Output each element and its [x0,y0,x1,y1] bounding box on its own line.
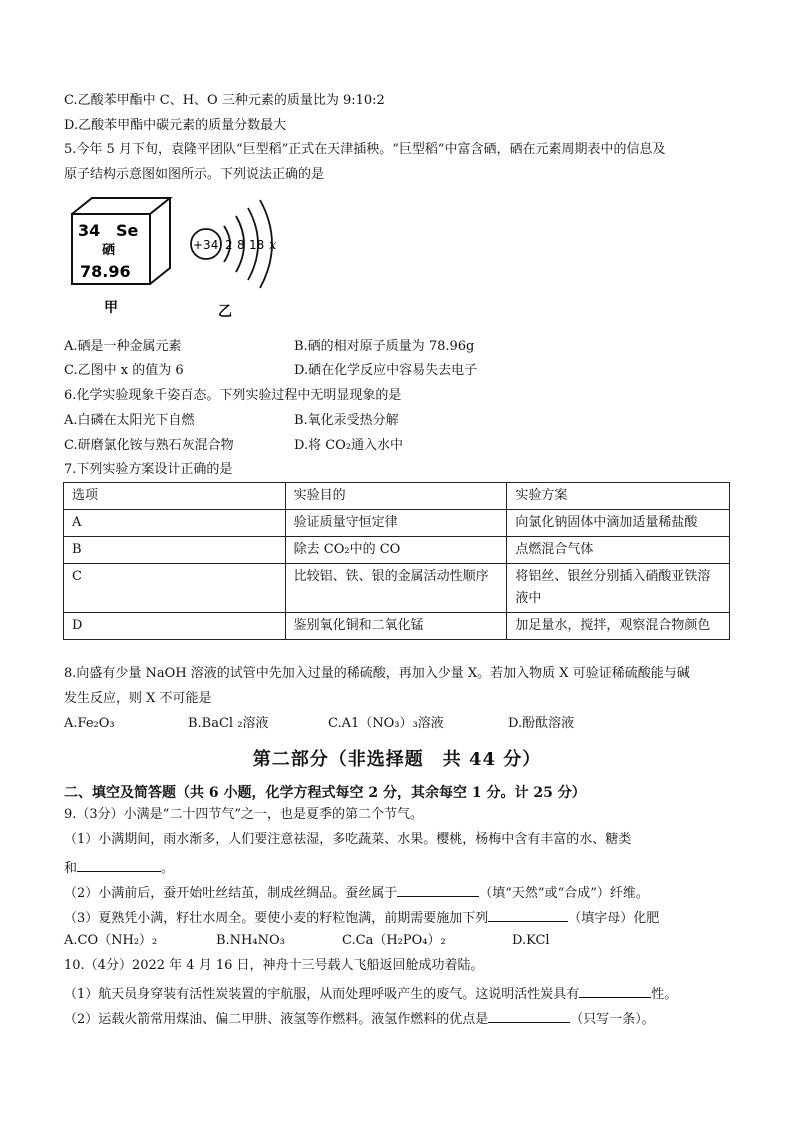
q5-option-a: A.硒是一种金属元素 [64,339,182,354]
q8-option-c: C.A1（NO₃）₃溶液 [328,716,444,731]
q9-part2-suffix: （填“天然”或“合成”）纤维。 [479,886,649,901]
q10-part2-text: （2）运载火箭常用煤油、偏二甲肼、液氢等作燃料。液氢作燃料的优点是 [64,1012,489,1027]
q10-stem: 10.（4分）2022 年 4 月 16 日，神舟十三号载人飞船返回舱成功着陆。 [64,958,484,973]
answer-blank[interactable] [579,983,651,998]
shell-count-1: 2 [225,238,233,252]
q6-option-d: D.将 CO₂通入水中 [294,438,404,453]
q9-option-a: A.CO（NH₂）₂ [64,933,158,948]
element-symbol: Se [116,221,139,240]
table-header-cell: 实验目的 [285,483,507,510]
table-cell: A [64,510,286,537]
answer-blank[interactable] [77,857,161,872]
q9-part2 [64,882,649,903]
table-row [64,564,730,613]
q6-option-a: A.白磷在太阳光下自燃 [64,413,195,428]
q9-option-b: B.NH₄NO₃ [216,933,285,948]
q9-part1-continued [64,857,174,878]
q9-part1-text: （1）小满期间，雨水渐多，人们要注意祛湿，多吃蔬菜、水果。樱桃，杨梅中含有丰富的水、糖类 [64,832,632,847]
q5-figure [66,192,296,322]
table-header-cell: 选项 [64,483,286,510]
q4-option-d: D.乙酸苯甲酯中碳元素的质量分数最大 [64,118,287,133]
q9-part1-suffix: 。 [161,861,175,876]
q9-part3-text: （3）夏熟凭小满，籽壮水周全。要使小麦的籽粒饱满，前期需要施加下列 [64,911,489,926]
table-row [64,510,730,537]
table-header-row [64,483,730,510]
table-row [64,537,730,564]
q10-part1 [64,983,677,1004]
part-two-title: 第二部分（非选择题 共 44 分） [252,749,542,770]
answer-blank[interactable] [397,882,479,897]
q5-option-b: B.硒的相对原子质量为 78.96g [294,339,475,354]
q10-part1-suffix: 性。 [651,987,678,1002]
q5-option-c: C.乙图中 x 的值为 6 [64,363,184,378]
q6-stem: 6.化学实验现象千姿百态。下列实验过程中无明显现象的是 [64,388,402,403]
table-cell: 向氯化钠固体中滴加适量稀盐酸 [507,510,730,537]
q9-part3 [64,907,659,928]
table-cell: 点燃混合气体 [507,537,730,564]
q6-option-c: C.研磨氯化铵与熟石灰混合物 [64,438,234,453]
q8-option-d: D.酚酞溶液 [508,716,575,731]
table-cell: 将铝丝、银丝分别插入硝酸亚铁溶液中 [507,564,730,613]
q7-table [63,482,730,640]
q5-option-d: D.硒在化学反应中容易失去电子 [294,363,478,378]
element-mass: 78.96 [80,262,131,281]
shell-count-3: 18 [249,238,265,252]
q9-option-d: D.KCl [512,933,550,948]
shell-count-4: x [269,238,277,253]
q9-part2-text: （2）小满前后，蚕开始吐丝结茧，制成丝绸品。蚕丝属于 [64,886,398,901]
table-cell: 验证质量守恒定律 [285,510,507,537]
q4-option-c: C.乙酸苯甲酯中 C、H、O 三种元素的质量比为 9:10:2 [64,93,385,108]
table-row [64,613,730,640]
q5-stem-line1: 5.今年 5 月下旬，袁隆平团队“巨型稻”正式在天津插秧。“巨型稻”中富含硒，硒在元素周期表中的信息及 [64,142,666,157]
q10-part2-suffix: （只写一条）。 [570,1012,655,1027]
table-cell: C [64,564,286,613]
q9-part3-suffix: （填字母）化肥 [568,911,660,926]
q10-part1-text: （1）航天员身穿装有活性炭装置的宇航服，从而处理呼吸产生的废气。这说明活性炭具有 [64,987,580,1002]
nucleus-charge: +34 [193,238,219,252]
q9-part1-prefix: 和 [64,861,78,876]
table-cell: 鉴别氧化铜和二氧化锰 [285,613,507,640]
table-cell: 除去 CO₂中的 CO [285,537,507,564]
answer-blank[interactable] [488,1008,570,1023]
figure-label-b: 乙 [218,304,232,320]
shell-count-2: 8 [237,238,245,252]
table-cell: D [64,613,286,640]
table-cell: B [64,537,286,564]
q9-stem: 9.（3分）小满是“二十四节气”之一，也是夏季的第二个节气。 [64,807,423,822]
q8-option-b: B.BaCl ₂溶液 [188,716,269,731]
q6-option-b: B.氧化汞受热分解 [294,413,399,428]
element-number: 34 [78,221,101,240]
q8-option-a: A.Fe₂O₃ [64,716,115,731]
answer-blank[interactable] [488,907,568,922]
table-cell: 加足量水，搅拌，观察混合物颜色 [507,613,730,640]
q8-stem-line1: 8.向盛有少量 NaOH 溶液的试管中先加入过量的稀硫酸，再加入少量 X。若加入物质 X 可验证稀硫酸能与碱 [64,666,690,681]
element-name: 硒 [102,243,116,258]
q8-stem-line2: 发生反应，则 X 不可能是 [64,691,212,706]
q9-option-c: C.Ca（H₂PO₄）₂ [342,933,446,948]
q5-stem-line2: 原子结构示意图如图所示。下列说法正确的是 [64,167,325,182]
q7-stem: 7.下列实验方案设计正确的是 [64,462,233,477]
q10-part2 [64,1008,655,1029]
figure-label-a: 甲 [104,300,118,316]
table-cell: 比较铝、铁、银的金属活动性顺序 [285,564,507,613]
table-header-cell: 实验方案 [507,483,730,510]
section-heading: 二、填空及简答题（共 6 小题，化学方程式每空 2 分，其余每空 1 分。计 25 分） [64,785,586,801]
